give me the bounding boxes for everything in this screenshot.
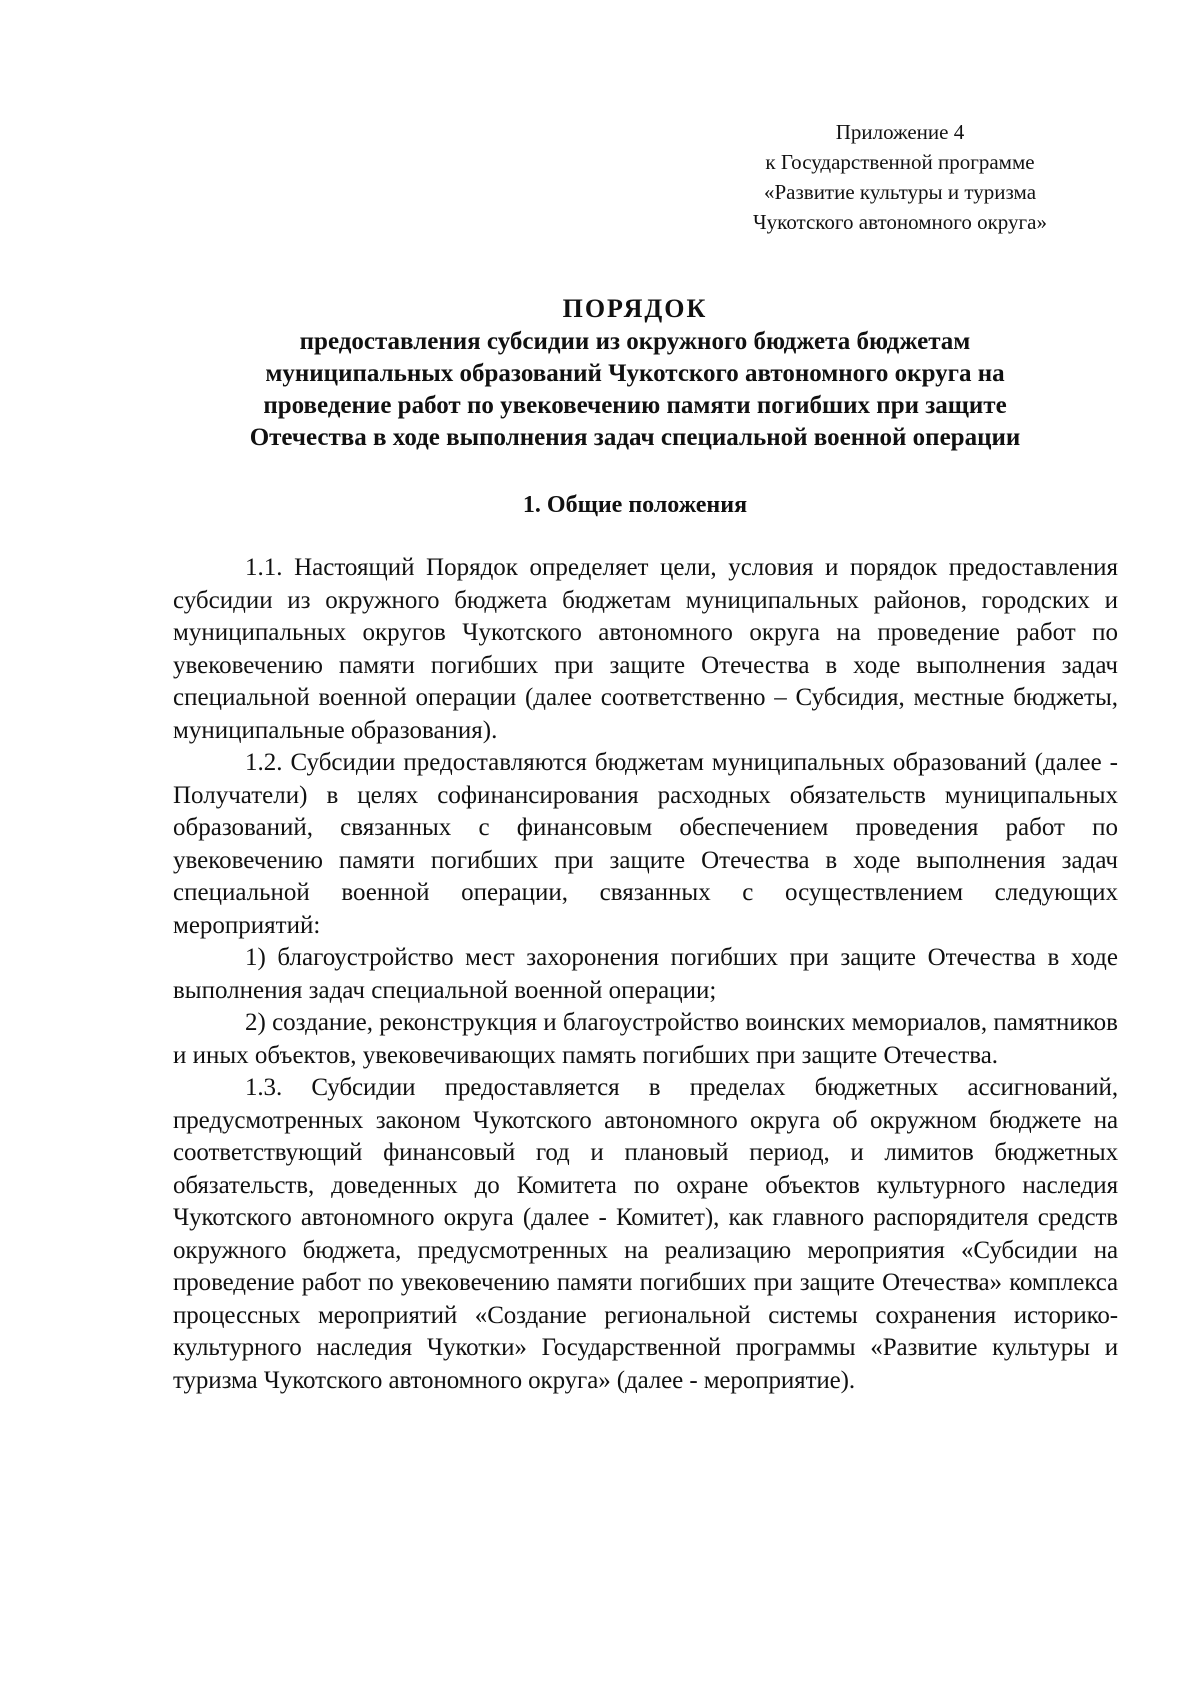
paragraph-1-1: 1.1. Настоящий Порядок определяет цели, условия и порядок предоставления субсидии из окружного бюджета бюджетам муниципальных районов, городских и муниципальных округов Чукотского автономного округа на проведение работ по увековечению памяти погибших при защите Отечества в ходе выполнения задач специальной военной операции (далее соответственно – Субсидия, местные бюджеты, муниципальные образования). <box>173 554 1118 744</box>
paragraph-1-2: 1.2. Субсидии предоставляются бюджетам муниципальных образований (далее - Получатели) в целях софинансирования расходных обязательств муниципальных образований, связанных с финансовым обеспечением проведения работ по увековечению памяти погибших при защите Отечества в ходе выполнения задач специальной военной операции, связанных с осуществлением следующих мероприятий: <box>173 749 1118 939</box>
appendix-line: к Государственной программе <box>765 150 1035 174</box>
paragraph-1-3: 1.3. Субсидии предоставляется в пределах бюджетных ассигнований, предусмотренных законом Чукотского автономного округа об окружном бюджете на соответствующий финансовый год и плановый период, и лимитов бюджетных обязательств, доведенных до Комитета по охране объектов культурного наследия Чукотского автономного округа (далее - Комитет), как главного распорядителя средств окружного бюджета, предусмотренных на реализацию мероприятия «Субсидии на проведение работ по увековечению памяти погибших при защите Отечества» комплекса процессных мероприятий «Создание региональной системы сохранения историко-культурного наследия Чукотки» Государственной программы «Развитие культуры и туризма Чукотского автономного округа» (далее - мероприятие). <box>173 1074 1118 1394</box>
list-item-2: 2) создание, реконструкция и благоустройство воинских мемориалов, памятников и иных объектов, увековечивающих память погибших при защите Отечества. <box>173 1009 1118 1069</box>
title-line: проведение работ по увековечению памяти погибших при защите <box>263 392 1007 419</box>
document-body <box>173 552 1118 1397</box>
title-line: предоставления субсидии из окружного бюджета бюджетам <box>299 328 971 355</box>
appendix-line: Приложение 4 <box>835 120 965 144</box>
title-line: Отечества в ходе выполнения задач специальной военной операции <box>249 424 1021 451</box>
appendix-line: Чукотского автономного округа» <box>753 210 1047 234</box>
title-line: муниципальных образований Чукотского автономного округа на <box>265 360 1005 387</box>
list-item-1: 1) благоустройство мест захоронения погибших при защите Отечества в ходе выполнения задач специальной военной операции; <box>173 944 1118 1004</box>
title-main: ПОРЯДОК <box>562 294 708 323</box>
appendix-reference <box>730 117 1070 237</box>
section-heading: 1. Общие положения <box>522 492 748 518</box>
document-title <box>150 292 1120 454</box>
appendix-line: «Развитие культуры и туризма <box>763 180 1037 204</box>
